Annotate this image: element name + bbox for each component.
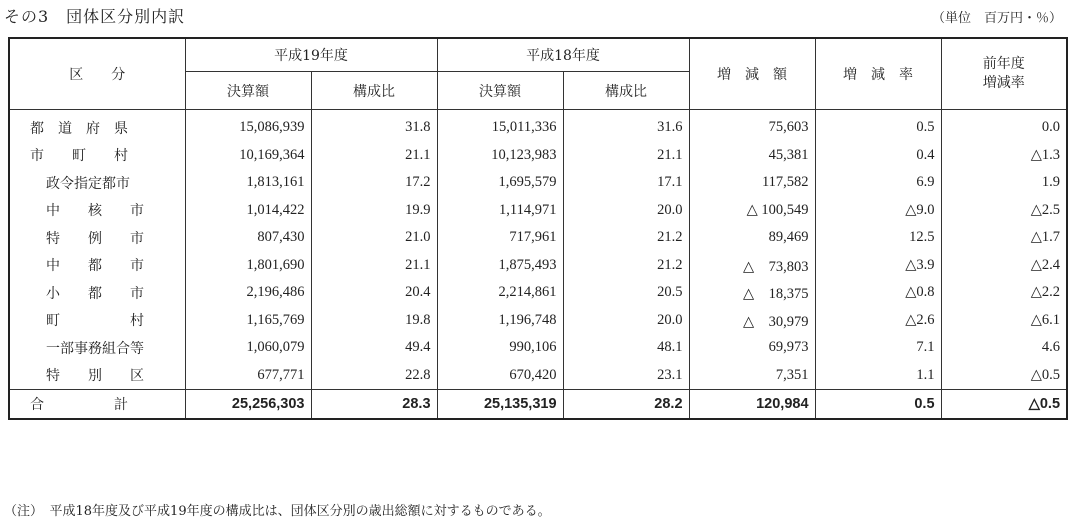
- table-row: [9, 197, 1067, 225]
- header-year18-ratio: 構成比: [563, 72, 689, 110]
- cell-year19-amount: 1,165,769: [185, 307, 311, 335]
- cell-year19-amount: 25,256,303: [185, 390, 311, 419]
- cell-diff-rate: 7.1: [815, 334, 941, 362]
- cell-year18-amount: 1,114,971: [437, 197, 563, 225]
- cell-prev-rate: △2.2: [941, 279, 1067, 307]
- cell-diff-amount: 75,603: [689, 110, 815, 142]
- cell-year19-amount: 1,813,161: [185, 169, 311, 197]
- cell-year19-ratio: 20.4: [311, 279, 437, 307]
- footnote: （注） 平成18年度及び平成19年度の構成比は、団体区分別の歳出総額に対するものである。: [4, 504, 551, 519]
- cell-diff-rate: 0.4: [815, 142, 941, 170]
- table-row: [9, 142, 1067, 170]
- cell-diff-amount: 120,984: [689, 390, 815, 419]
- page-title: その3 団体区分別内訳: [4, 7, 186, 26]
- cell-prev-rate: 4.6: [941, 334, 1067, 362]
- row-label: 合 計: [9, 390, 185, 419]
- header-year18: 平成18年度: [437, 38, 689, 72]
- cell-diff-amount: 7,351: [689, 362, 815, 390]
- cell-year19-ratio: 28.3: [311, 390, 437, 419]
- row-label: 政令指定都市: [9, 169, 185, 197]
- cell-year18-ratio: 20.0: [563, 197, 689, 225]
- cell-year18-ratio: 21.2: [563, 224, 689, 252]
- cell-year19-ratio: 31.8: [311, 110, 437, 142]
- cell-year18-ratio: 20.0: [563, 307, 689, 335]
- header-year18-amount: 決算額: [437, 72, 563, 110]
- cell-year19-amount: 10,169,364: [185, 142, 311, 170]
- total-row: [9, 390, 1067, 419]
- row-label: 中 都 市: [9, 252, 185, 280]
- cell-year18-ratio: 21.1: [563, 142, 689, 170]
- row-label: 中 核 市: [9, 197, 185, 225]
- cell-year18-ratio: 48.1: [563, 334, 689, 362]
- cell-year18-amount: 1,875,493: [437, 252, 563, 280]
- row-label: 町 村: [9, 307, 185, 335]
- cell-year19-ratio: 17.2: [311, 169, 437, 197]
- cell-diff-amount: 89,469: [689, 224, 815, 252]
- cell-year18-amount: 2,214,861: [437, 279, 563, 307]
- header-diff-amount: 増 減 額: [689, 38, 815, 110]
- table-row: [9, 279, 1067, 307]
- header-year19-ratio: 構成比: [311, 72, 437, 110]
- cell-year18-amount: 990,106: [437, 334, 563, 362]
- cell-year18-ratio: 31.6: [563, 110, 689, 142]
- cell-diff-amount: 69,973: [689, 334, 815, 362]
- cell-year19-amount: 1,801,690: [185, 252, 311, 280]
- cell-year19-ratio: 21.1: [311, 142, 437, 170]
- cell-year18-ratio: 20.5: [563, 279, 689, 307]
- unit-label: （単位 百万円・％）: [931, 11, 1062, 26]
- table-row: [9, 362, 1067, 390]
- cell-year18-amount: 717,961: [437, 224, 563, 252]
- cell-year18-amount: 1,196,748: [437, 307, 563, 335]
- cell-diff-rate: △0.8: [815, 279, 941, 307]
- cell-diff-rate: 12.5: [815, 224, 941, 252]
- table-row: [9, 307, 1067, 335]
- cell-year19-amount: 807,430: [185, 224, 311, 252]
- cell-year18-ratio: 23.1: [563, 362, 689, 390]
- cell-prev-rate: △2.4: [941, 252, 1067, 280]
- cell-diff-amount: △ 100,549: [689, 197, 815, 225]
- cell-prev-rate: 1.9: [941, 169, 1067, 197]
- row-label: 都 道 府 県: [9, 110, 185, 142]
- cell-year19-ratio: 22.8: [311, 362, 437, 390]
- cell-diff-rate: 1.1: [815, 362, 941, 390]
- cell-diff-amount: 45,381: [689, 142, 815, 170]
- header-prev-rate: 前年度 増減率: [941, 38, 1067, 110]
- cell-year19-amount: 1,014,422: [185, 197, 311, 225]
- table-row: [9, 334, 1067, 362]
- cell-diff-rate: △2.6: [815, 307, 941, 335]
- cell-prev-rate: △6.1: [941, 307, 1067, 335]
- cell-year19-ratio: 49.4: [311, 334, 437, 362]
- cell-year18-amount: 1,695,579: [437, 169, 563, 197]
- cell-year19-ratio: 21.1: [311, 252, 437, 280]
- cell-diff-amount: 117,582: [689, 169, 815, 197]
- cell-diff-rate: 6.9: [815, 169, 941, 197]
- cell-year18-ratio: 28.2: [563, 390, 689, 419]
- row-label: 特 別 区: [9, 362, 185, 390]
- cell-diff-amount: △ 30,979: [689, 307, 815, 335]
- expenditure-table: [8, 37, 1068, 420]
- cell-diff-amount: △ 73,803: [689, 252, 815, 280]
- cell-year18-ratio: 21.2: [563, 252, 689, 280]
- row-label: 市 町 村: [9, 142, 185, 170]
- cell-year19-amount: 1,060,079: [185, 334, 311, 362]
- cell-prev-rate: 0.0: [941, 110, 1067, 142]
- row-label: 特 例 市: [9, 224, 185, 252]
- cell-year18-amount: 10,123,983: [437, 142, 563, 170]
- cell-year19-amount: 677,771: [185, 362, 311, 390]
- cell-prev-rate: △1.7: [941, 224, 1067, 252]
- cell-diff-rate: 0.5: [815, 110, 941, 142]
- cell-prev-rate: △0.5: [941, 390, 1067, 419]
- cell-prev-rate: △0.5: [941, 362, 1067, 390]
- header-category: 区 分: [9, 38, 185, 110]
- cell-year19-ratio: 21.0: [311, 224, 437, 252]
- cell-year19-amount: 2,196,486: [185, 279, 311, 307]
- cell-year18-amount: 670,420: [437, 362, 563, 390]
- table-row: [9, 169, 1067, 197]
- table-row: [9, 252, 1067, 280]
- cell-year19-amount: 15,086,939: [185, 110, 311, 142]
- table-row: [9, 224, 1067, 252]
- header-year19: 平成19年度: [185, 38, 437, 72]
- cell-diff-rate: △9.0: [815, 197, 941, 225]
- table-body: [9, 110, 1067, 419]
- row-label: 小 都 市: [9, 279, 185, 307]
- cell-diff-rate: 0.5: [815, 390, 941, 419]
- cell-year19-ratio: 19.8: [311, 307, 437, 335]
- cell-year18-amount: 15,011,336: [437, 110, 563, 142]
- header-year19-amount: 決算額: [185, 72, 311, 110]
- row-label: 一部事務組合等: [9, 334, 185, 362]
- cell-year19-ratio: 19.9: [311, 197, 437, 225]
- cell-diff-rate: △3.9: [815, 252, 941, 280]
- cell-diff-amount: △ 18,375: [689, 279, 815, 307]
- cell-prev-rate: △1.3: [941, 142, 1067, 170]
- header-diff-rate: 増 減 率: [815, 38, 941, 110]
- cell-year18-amount: 25,135,319: [437, 390, 563, 419]
- table-row: [9, 110, 1067, 142]
- cell-prev-rate: △2.5: [941, 197, 1067, 225]
- cell-year18-ratio: 17.1: [563, 169, 689, 197]
